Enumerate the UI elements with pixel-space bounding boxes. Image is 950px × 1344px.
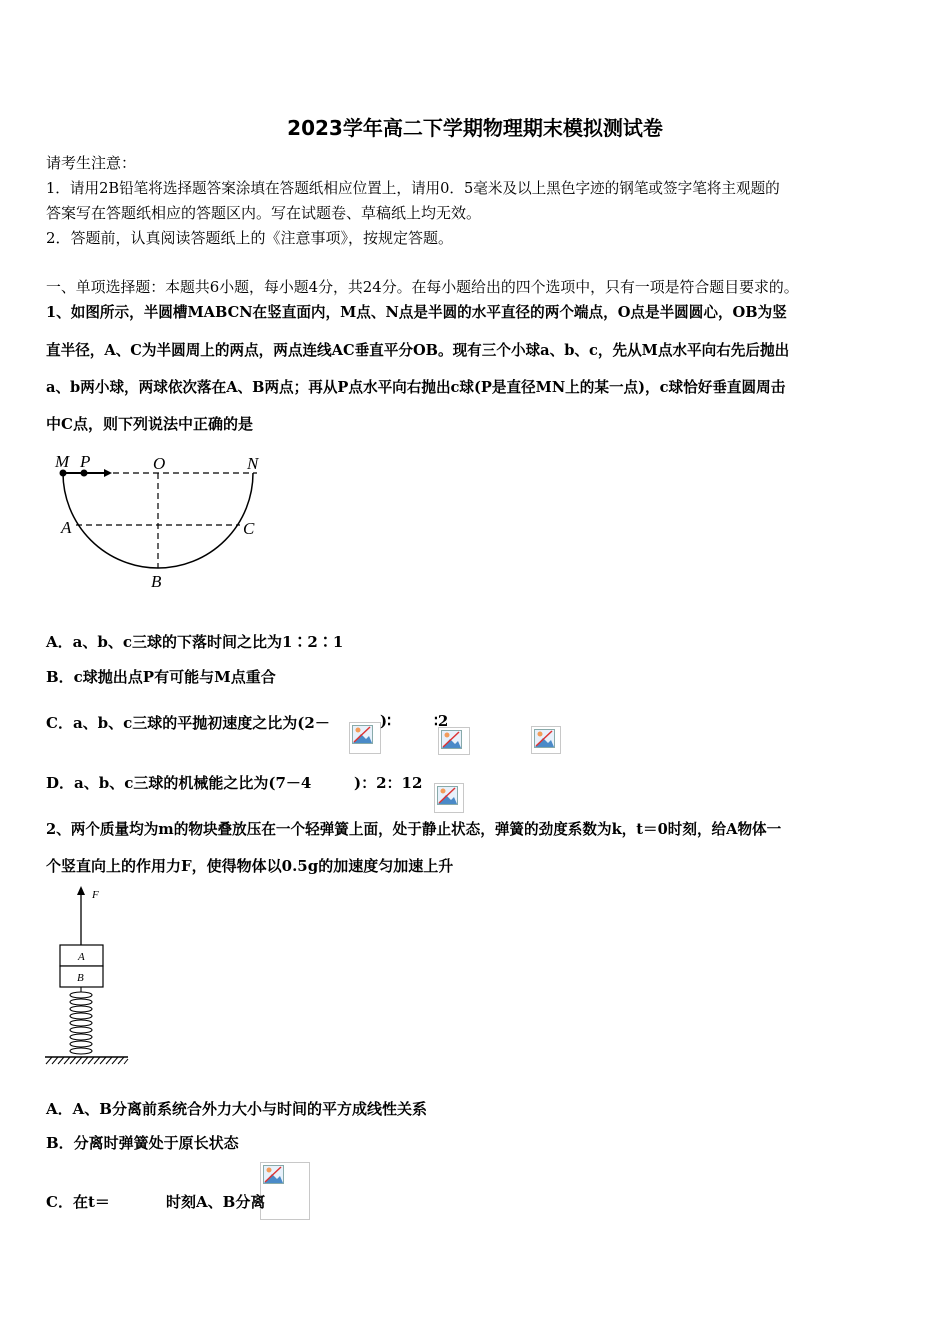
section-heading: 一、单项选择题：本题共6小题，每小题4分，共24分。在每小题给出的四个选项中，只有一项是符合题目要求的。 <box>46 278 799 296</box>
q1-semicircle-figure <box>46 448 268 593</box>
notice-line-3: 2．答题前，认真阅读答题纸上的《注意事项》，按规定答题。 <box>46 229 454 247</box>
ground-hatching <box>46 1057 128 1064</box>
page-title: 2023学年高二下学期物理期末模拟测试卷 <box>287 116 663 140</box>
q1-option-c-text-2: )∶ <box>380 712 392 730</box>
label-a: A <box>61 518 72 537</box>
q2-option-c-text-1[interactable]: C．在t＝ <box>46 1193 110 1211</box>
label-b: B <box>151 572 162 591</box>
q1-line-1: 1、如图所示，半圆槽MABCN在竖直面内，M点、N点是半圆的水平直径的两个端点，O点是半圆圆心，OB为竖 <box>46 304 787 321</box>
notice-line-2: 答案写在答题纸相应的答题区内。写在试题卷、草稿纸上均无效。 <box>46 204 482 222</box>
q1-line-2: 直半径，A、C为半圆周上的两点，两点连线AC垂直平分OB。现有三个小球a、b、c，先从M点水平向右先后抛出 <box>46 342 790 359</box>
label-f: F <box>92 889 99 901</box>
q2-option-a[interactable]: A．A、B分离前系统合外力大小与时间的平方成线性关系 <box>46 1100 427 1118</box>
broken-image-icon <box>534 729 556 749</box>
q1-line-4: 中C点，则下列说法中正确的是 <box>46 415 253 433</box>
q1-option-c-image-1 <box>349 722 381 754</box>
launch-arrow-head <box>104 469 112 477</box>
q1-line-3: a、b两小球，两球依次落在A、B两点；再从P点水平向右抛出c球(P是直径MN上的某一点)，c球恰好垂直圆周击 <box>46 379 786 396</box>
force-arrow-head <box>77 886 85 895</box>
broken-image-icon <box>441 730 463 750</box>
q2-line-1: 2、两个质量均为m的物块叠放压在一个轻弹簧上面，处于静止状态，弹簧的劲度系数为k，t＝0时刻，给A物体一 <box>46 821 782 838</box>
label-p: P <box>80 452 91 471</box>
spring-coils <box>70 992 92 1054</box>
label-block-a: A <box>78 951 85 963</box>
q1-option-c-image-2 <box>438 727 470 755</box>
broken-image-icon <box>352 725 374 745</box>
q1-option-a[interactable]: A．a、b、c三球的下落时间之比为1∶2∶1 <box>46 633 344 651</box>
q1-option-c-image-3 <box>531 726 561 754</box>
q1-option-d-image <box>434 783 464 813</box>
q2-option-c-image <box>260 1162 310 1220</box>
label-block-b: B <box>77 972 84 984</box>
label-m: M <box>55 452 70 471</box>
q1-option-d-text-1[interactable]: D．a、b、c三球的机械能之比为(7－4 <box>46 774 312 792</box>
notice-heading: 请考生注意： <box>46 154 137 172</box>
q1-option-c-text-3: ∶2 <box>434 712 449 730</box>
q2-option-c-text-2: 时刻A、B分离 <box>166 1193 266 1211</box>
broken-image-icon <box>437 786 459 806</box>
label-n: N <box>247 454 259 473</box>
q2-spring-figure <box>44 885 130 1067</box>
q1-option-d-text-2: )：2：12 <box>354 774 423 792</box>
q1-option-c-text-1[interactable]: C．a、b、c三球的平抛初速度之比为(2－ <box>46 714 330 732</box>
broken-image-icon <box>263 1165 285 1185</box>
q2-option-b[interactable]: B．分离时弹簧处于原长状态 <box>46 1134 239 1152</box>
q2-line-2: 个竖直向上的作用力F，使得物体以0.5g的加速度匀加速上升 <box>46 857 454 875</box>
label-c: C <box>243 519 255 538</box>
q1-option-b[interactable]: B．c球抛出点P有可能与M点重合 <box>46 668 276 686</box>
notice-line-1: 1．请用2B铅笔将选择题答案涂填在答题纸相应位置上，请用0．5毫米及以上黑色字迹的钢笔或签字笔将主观题的 <box>46 180 780 197</box>
label-o: O <box>153 454 166 473</box>
